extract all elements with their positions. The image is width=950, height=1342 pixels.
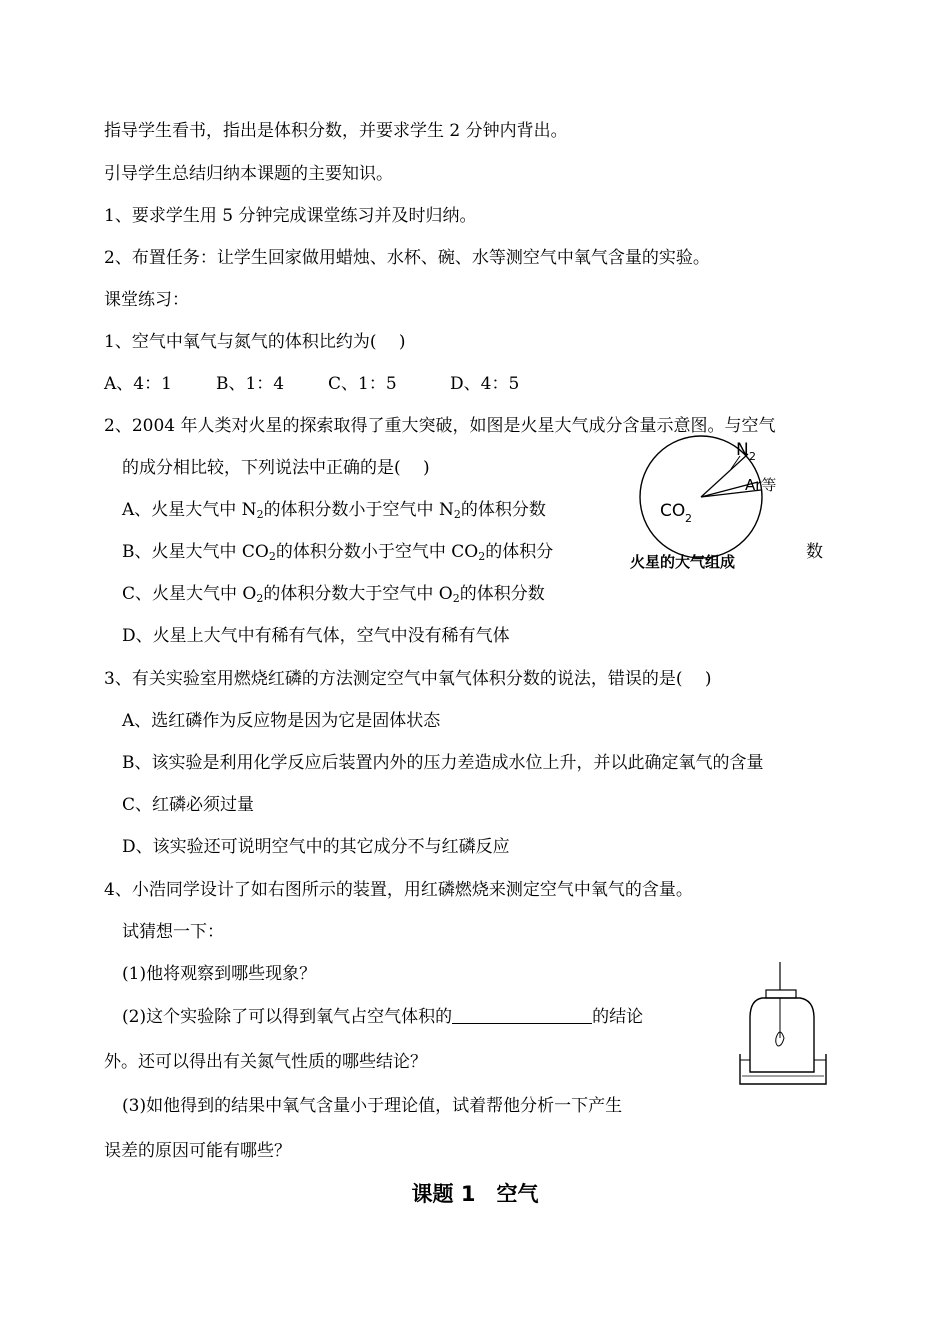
- question-3-option-d: D、该实验还可说明空气中的其它成分不与红磷反应: [122, 837, 510, 857]
- figure-caption: 火星的大气组成: [630, 553, 736, 571]
- text-line: 指导学生看书，指出是体积分数，并要求学生 2 分钟内背出。: [104, 121, 568, 141]
- question-4: 4、小浩同学设计了如右图所示的装置，用红磷燃烧来测定空气中氧气的含量。: [104, 880, 693, 900]
- question-4-part-1: (1)他将观察到哪些现象？: [122, 964, 317, 984]
- question-2-option-b: B、火星大气中 $CO_2$的体积分数小于空气中 $CO_2$的体积分: [122, 542, 554, 563]
- question-3-option-b: B、该实验是利用化学反应后装置内外的压力差造成水位上升，并以此确定氧气的含量: [122, 753, 764, 773]
- question-4-part-3-cont: 误差的原因可能有哪些？: [104, 1141, 291, 1161]
- option-d: D、4：5: [450, 374, 520, 394]
- question-2-option-a: A、火星大气中 $N_2$的体积分数小于空气中 $N_2$的体积分数: [122, 500, 546, 521]
- question-4-prompt: 试猜想一下：: [122, 922, 224, 942]
- question-2-option-b-tail: 数: [806, 542, 823, 562]
- question-1-options: [104, 373, 519, 395]
- question-2-option-c: C、火星大气中 $O_2$的体积分数大于空气中 $O_2$的体积分数: [122, 584, 545, 605]
- bell-jar-apparatus-figure: [732, 960, 838, 1090]
- option-c: C、1：5: [328, 374, 397, 394]
- question-2: 2、2004 年人类对火星的探索取得了重大突破，如图是火星大气成分含量示意图。与空气: [104, 416, 776, 436]
- question-4-part-3: (3)如他得到的结果中氧气含量小于理论值，试着帮他分析一下产生: [122, 1096, 623, 1116]
- question-4-part-2-cont: 外。还可以得出有关氮气性质的哪些结论？: [104, 1052, 427, 1072]
- text-line: 2、布置任务：让学生回家做用蜡烛、水杯、碗、水等测空气中氧气含量的实验。: [104, 248, 710, 268]
- stopper: [766, 990, 796, 998]
- label-co2: CO: [660, 501, 686, 521]
- question-2-cont: 的成分相比较，下列说法中正确的是( ): [122, 458, 430, 478]
- answer-blank[interactable]: [452, 1005, 592, 1024]
- label-ar: Ar等: [745, 476, 777, 494]
- label-n2-sub: 2: [749, 450, 756, 463]
- question-2-option-d: D、火星上大气中有稀有气体，空气中没有稀有气体: [122, 626, 510, 646]
- question-3-option-a: A、选红磷作为反应物是因为它是固体状态: [122, 711, 441, 731]
- text-line: 1、要求学生用 5 分钟完成课堂练习并及时归纳。: [104, 206, 477, 226]
- option-b: B、1：4: [216, 374, 285, 394]
- question-3: 3、有关实验室用燃烧红磷的方法测定空气中氧气体积分数的说法，错误的是( ): [104, 669, 712, 689]
- option-a: A、4：1: [104, 374, 172, 394]
- question-4-part-2: (2)这个实验除了可以得到氧气占空气体积的 的结论: [122, 1007, 644, 1027]
- label-n2: N: [736, 440, 749, 460]
- mars-atmosphere-figure: [628, 434, 798, 576]
- question-1: 1、空气中氧气与氮气的体积比约为( ): [104, 332, 406, 352]
- section-heading: 课堂练习：: [104, 290, 189, 310]
- label-co2-sub: 2: [685, 512, 692, 525]
- page-title: 课题 1 空气: [411, 1182, 539, 1206]
- text-line: 引导学生总结归纳本课题的主要知识。: [104, 164, 393, 184]
- bell-jar: [750, 998, 814, 1072]
- water-trough: [740, 1054, 826, 1084]
- question-3-option-c: C、红磷必须过量: [122, 795, 255, 815]
